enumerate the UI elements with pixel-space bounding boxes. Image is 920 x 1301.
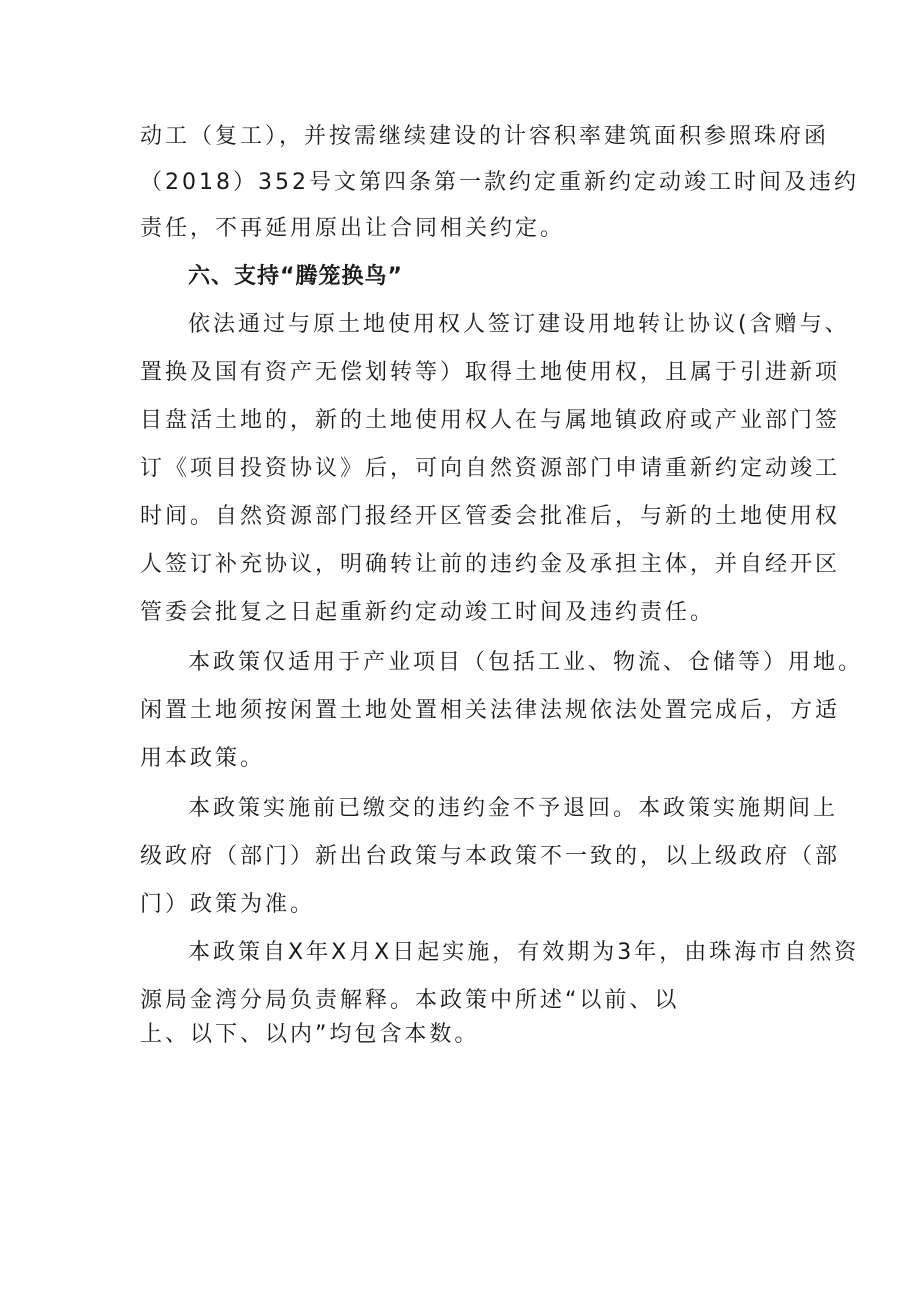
paragraph-line: 责任，不再延用原出让合同相关约定。 (140, 216, 566, 241)
paragraph-line: 级政府（部门）新出台政策与本政策不一致的，以上级政府（部 (140, 844, 841, 869)
paragraph-line: 目盘活土地的，新的土地使用权人在与属地镇政府或产业部门签 (140, 408, 841, 433)
paragraph-line: （2018）352号文第四条第一款约定重新约定动竣工时间及违约 (140, 170, 859, 195)
section-heading: 六、支持“腾笼换鸟” (188, 264, 403, 289)
paragraph-line: 上、以下、以内”均包含本数。 (140, 1022, 480, 1047)
paragraph-line: 闲置土地须按闲置土地处置相关法律法规依法处置完成后，方适 (140, 698, 841, 723)
paragraph-line: 本政策自X年X月X日起实施，有效期为3年，由珠海市自然资 (188, 940, 860, 965)
paragraph-line: 门）政策为准。 (140, 892, 316, 917)
paragraph-line: 动工（复工），并按需继续建设的计容积率建筑面积参照珠府函 (140, 124, 830, 149)
paragraph-line: 源局金湾分局负责解释。本政策中所述“以前、以 (140, 988, 680, 1013)
paragraph-line: 置换及国有资产无偿划转等）取得土地使用权，且属于引进新项 (140, 360, 841, 385)
paragraph-line: 人签订补充协议，明确转让前的违约金及承担主体，并自经开区 (140, 552, 841, 577)
paragraph-line: 本政策实施前已缴交的违约金不予退回。本政策实施期间上 (188, 796, 839, 821)
paragraph-line: 订《项目投资协议》后，可向自然资源部门申请重新约定动竣工 (140, 456, 841, 481)
paragraph-line: 用本政策。 (140, 746, 266, 771)
paragraph-line: 时间。自然资源部门报经开区管委会批准后，与新的土地使用权 (140, 504, 841, 529)
paragraph-line: 管委会批复之日起重新约定动竣工时间及违约责任。 (140, 600, 716, 625)
paragraph-line: 依法通过与原土地使用权人签订建设用地转让协议(含赠与、 (188, 312, 850, 337)
paragraph-line: 本政策仅适用于产业项目（包括工业、物流、仓储等）用地。 (188, 650, 864, 675)
